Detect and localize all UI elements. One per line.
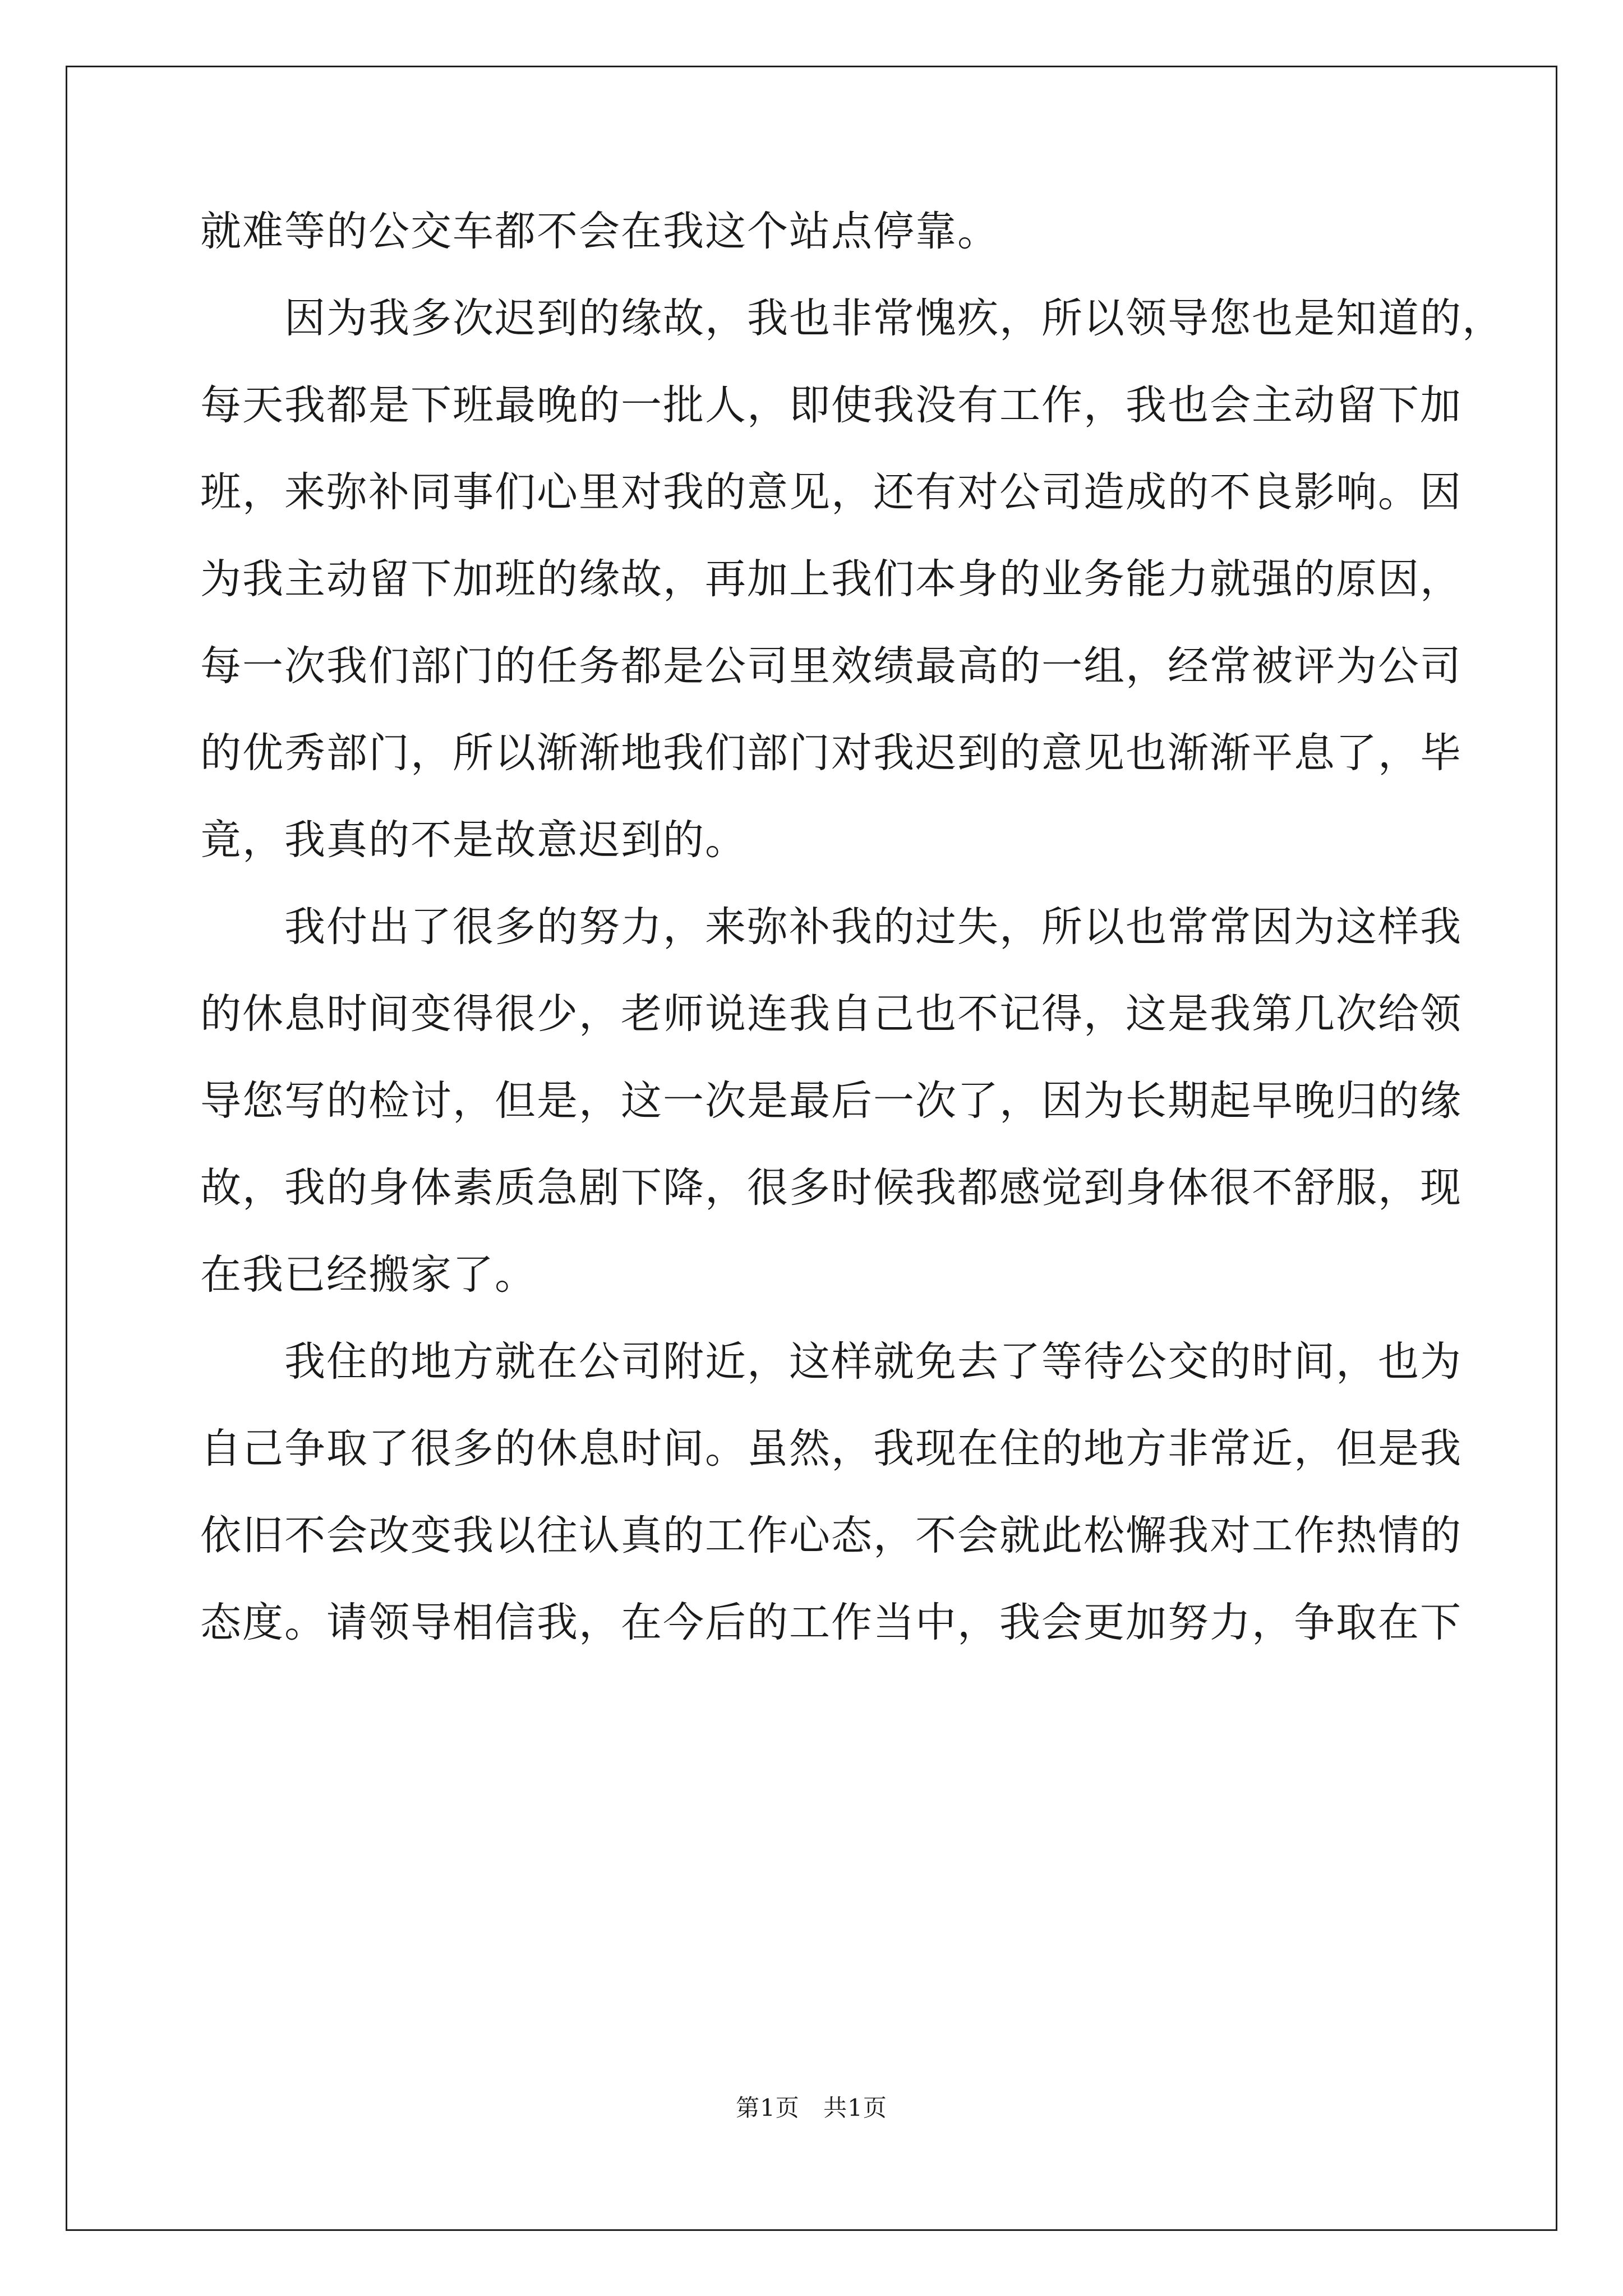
text-line: 态度。请领导相信我，在今后的工作当中，我会更加努力，争取在下 <box>200 1599 1462 1646</box>
text-line: 我住的地方就在公司附近，这样就免去了等待公交的时间，也为 <box>284 1338 1462 1386</box>
text-line: 的休息时间变得很少，老师说连我自己也不记得，这是我第几次给领 <box>200 990 1462 1038</box>
text-line: 依旧不会改变我以往认真的工作心态，不会就此松懈我对工作热情的 <box>200 1512 1462 1559</box>
text-line: 的优秀部门，所以渐渐地我们部门对我迟到的意见也渐渐平息了，毕 <box>200 729 1462 777</box>
text-line: 导您写的检讨，但是，这一次是最后一次了，因为长期起早晚归的缘 <box>200 1077 1462 1125</box>
document-body <box>200 188 1504 1666</box>
text-line: 竟，我真的不是故意迟到的。 <box>200 816 747 864</box>
text-line: 就难等的公交车都不会在我这个站点停靠。 <box>200 208 999 255</box>
text-line: 自己争取了很多的休息时间。虽然，我现在住的地方非常近，但是我 <box>200 1425 1462 1473</box>
text-line: 故，我的身体素质急剧下降，很多时候我都感觉到身体很不舒服，现 <box>200 1164 1462 1212</box>
text-line: 每天我都是下班最晚的一批人，即使我没有工作，我也会主动留下加 <box>200 381 1462 429</box>
page-number: 第1页 <box>736 2094 800 2122</box>
text-line: 为我主动留下加班的缘故，再加上我们本身的业务能力就强的原因， <box>200 555 1462 603</box>
text-line: 因为我多次迟到的缘故，我也非常愧疚，所以领导您也是知道的， <box>284 295 1504 342</box>
text-line: 每一次我们部门的任务都是公司里效绩最高的一组，经常被评为公司 <box>200 642 1462 690</box>
text-line: 我付出了很多的努力，来弥补我的过失，所以也常常因为这样我 <box>284 903 1462 951</box>
page-total: 共1页 <box>823 2094 887 2122</box>
page-footer <box>0 2090 1623 2123</box>
text-line: 在我已经搬家了。 <box>200 1251 537 1299</box>
text-line: 班，来弥补同事们心里对我的意见，还有对公司造成的不良影响。因 <box>200 468 1462 516</box>
